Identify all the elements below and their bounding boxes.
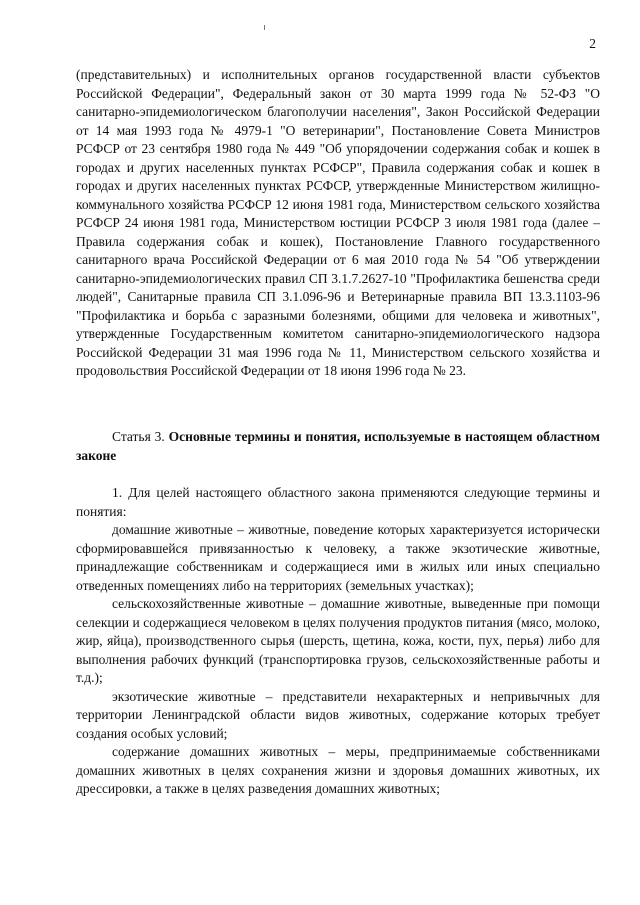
page-number: 2 bbox=[589, 36, 596, 51]
article-heading-line bbox=[76, 428, 600, 465]
intro-paragraph: (представительных) и исполнительных органов государственной власти субъектов Российской Федерации", Федеральный закон от 30 марта 1999 года № 52-ФЗ "О санитарно-эпидемиологическом благополучии населения", Закон Российской Федерации от 14 мая 1993 года № 4979-1 "О ветеринарии", Постановление Совета Министров РСФСР от 23 сентября 1980 года № 449 "Об упорядочении содержания собак и кошек в городах и других населенных пунктах РСФСР", Правила содержания собак и кошек в городах и других населенных пунктах РСФСР, утвержденные Министерством жилищно-коммунального хозяйства РСФСР 12 июня 1981 года, Министерством сельского хозяйства РСФСР 24 июня 1981 года, Министерством юстиции РСФСР 3 июля 1981 года (далее – Правила содержания собак и кошек), Постановление Главного государственного санитарного врача Российской Федерации от 6 мая 2010 года № 54 "Об утверждении санитарно-эпидемиологических правил СП 3.1.7.2627-10 "Профилактика бешенства среди людей", Санитарные правила СП 3.1.096-96 и Ветеринарные правила ВП 13.3.1103-96 "Профилактика и борьба с заразными болезнями, общими для человека и животных", утвержденные Государственным комитетом санитарно-эпидемиологического надзора Российской Федерации 31 мая 1996 года № 11, Министерством сельского хозяйства и продовольствия Российской Федерации от 18 июня 1996 года № 23. bbox=[76, 67, 600, 378]
definition-exotic-animals: экзотические животные – представители нехарактерных и непривычных для территории Ленинградской области видов животных, содержание которых требует создания особых условий; bbox=[76, 688, 600, 741]
article-body bbox=[76, 484, 600, 799]
article-title: Основные термины и понятия, используемые в настоящем областном законе bbox=[76, 429, 600, 463]
definition-farm-animals: сельскохозяйственные животные – домашние животные, выведенные при помощи селекции и содержащиеся человеком в целях получения продуктов питания (мясо, молоко, жир, яйца), производственного сырья (шерсть, щетина, кожа, кости, пух, перья) либо для выполнения рабочих функций (транспортировка грузов, сельскохозяйственные работы и т.д.); bbox=[76, 596, 600, 685]
intro-block bbox=[76, 66, 600, 381]
definition-keeping-pets: содержание домашних животных – меры, предпринимаемые собственниками домашних животных в целях сохранения жизни и здоровья домашних животных, их дрессировки, а также в целях разведения домашних животных; bbox=[76, 744, 600, 796]
article-heading bbox=[76, 428, 600, 465]
article-label: Статья 3. bbox=[112, 429, 165, 444]
body-paragraph-1: 1. Для целей настоящего областного закона применяются следующие термины и понятия: bbox=[76, 485, 600, 519]
definition-pets: домашние животные – животные, поведение которых характеризуется исторически сформировавшейся привязанностью к человеку, а также экзотические животные, принадлежащие собственникам и содержащиеся ими в жилых или иных специально отведенных помещениях либо на территориях (земельных участках); bbox=[76, 522, 600, 593]
scan-speck bbox=[264, 25, 265, 30]
